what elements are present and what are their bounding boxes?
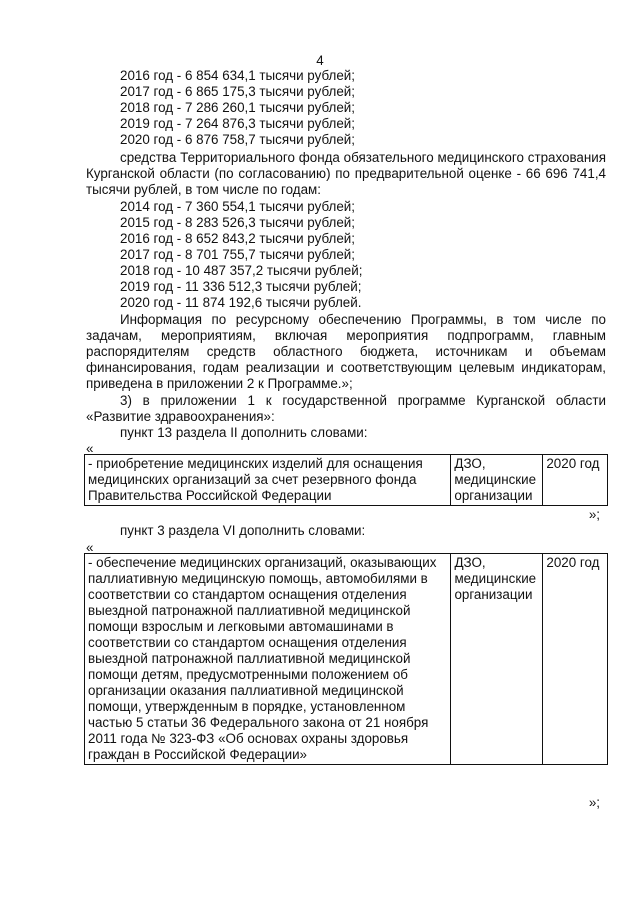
measure-cell: - обеспечение медицинских организаций, оказывающих паллиативную медицинскую помощь, автомобилями в соответствии со стандартом оснащения отделения выездной патронажной паллиативной медицинской помощи взрослым и легковыми автомашинами в соответствии со стандартом оснащения отделения выездной патронажной паллиативной медицинской помощи детям, предусмотренными положением об организации оказания паллиативной медицинской помощи, утвержденным в порядке, установленном частью 5 статьи 36 Федерального закона от 21 ноября 2011 года № 323-ФЗ «Об основах охраны здоровья граждан в Российской Федерации» bbox=[85, 554, 451, 765]
tfoms-paragraph: средства Территориального фонда обязательного медицинского страхования Курганской области (по согласованию) по предварительной оценке - 66 696 741,4 тысячи рублей, в том числе по годам: bbox=[86, 150, 606, 197]
year-line: 2020 год - 11 874 192,6 тысячи рублей. bbox=[120, 295, 362, 310]
page-number: 4 bbox=[316, 53, 324, 68]
year-line: 2018 год - 10 487 357,2 тысячи рублей; bbox=[120, 263, 363, 278]
year-line: 2017 год - 6 865 175,3 тысячи рублей; bbox=[120, 84, 355, 99]
info-paragraph: Информация по ресурсному обеспечению Программы, в том числе по задачам, мероприятиям, включая мероприятия подпрограмм, главным распорядителям средств областного бюджета, источникам и объемам финансирования, годам реализации и соответствующим целевым индикаторам, приведена в приложении 2 к Программе.»; bbox=[86, 312, 606, 391]
measure-cell: - приобретение медицинских изделий для оснащения медицинских организаций за счет резервного фонда Правительства Российской Федерации bbox=[85, 455, 451, 506]
year-line: 2018 год - 7 286 260,1 тысячи рублей; bbox=[120, 100, 355, 115]
year-line: 2016 год - 8 652 843,2 тысячи рублей; bbox=[120, 231, 355, 246]
item3-paragraph: 3) в приложении 1 к государственной программе Курганской области «Развитие здравоохранения»: bbox=[86, 393, 606, 424]
insert-table-1 bbox=[84, 454, 608, 506]
insert-table-2 bbox=[84, 553, 608, 765]
open-quote: « bbox=[86, 540, 94, 555]
table-row bbox=[85, 455, 608, 506]
point13-line: пункт 13 раздела II дополнить словами: bbox=[120, 425, 368, 440]
close-quote: »; bbox=[588, 795, 600, 810]
year-line: 2017 год - 8 701 755,7 тысячи рублей; bbox=[120, 247, 355, 262]
year-line: 2014 год - 7 360 554,1 тысячи рублей; bbox=[120, 199, 355, 214]
year-line: 2016 год - 6 854 634,1 тысячи рублей; bbox=[120, 68, 355, 83]
year-line: 2015 год - 8 283 526,3 тысячи рублей; bbox=[120, 215, 355, 230]
year-cell: 2020 год bbox=[543, 455, 608, 506]
year-cell: 2020 год bbox=[543, 554, 608, 765]
year-line: 2019 год - 7 264 876,3 тысячи рублей; bbox=[120, 116, 355, 131]
point3-line: пункт 3 раздела VI дополнить словами: bbox=[120, 523, 366, 538]
year-line: 2019 год - 11 336 512,3 тысячи рублей; bbox=[120, 279, 362, 294]
open-quote: « bbox=[86, 441, 94, 456]
table-row bbox=[85, 554, 608, 765]
close-quote: »; bbox=[588, 507, 600, 522]
year-line: 2020 год - 6 876 758,7 тысячи рублей; bbox=[120, 132, 355, 147]
executor-cell: ДЗО, медицинские организации bbox=[451, 455, 543, 506]
executor-cell: ДЗО, медицинские организации bbox=[451, 554, 543, 765]
